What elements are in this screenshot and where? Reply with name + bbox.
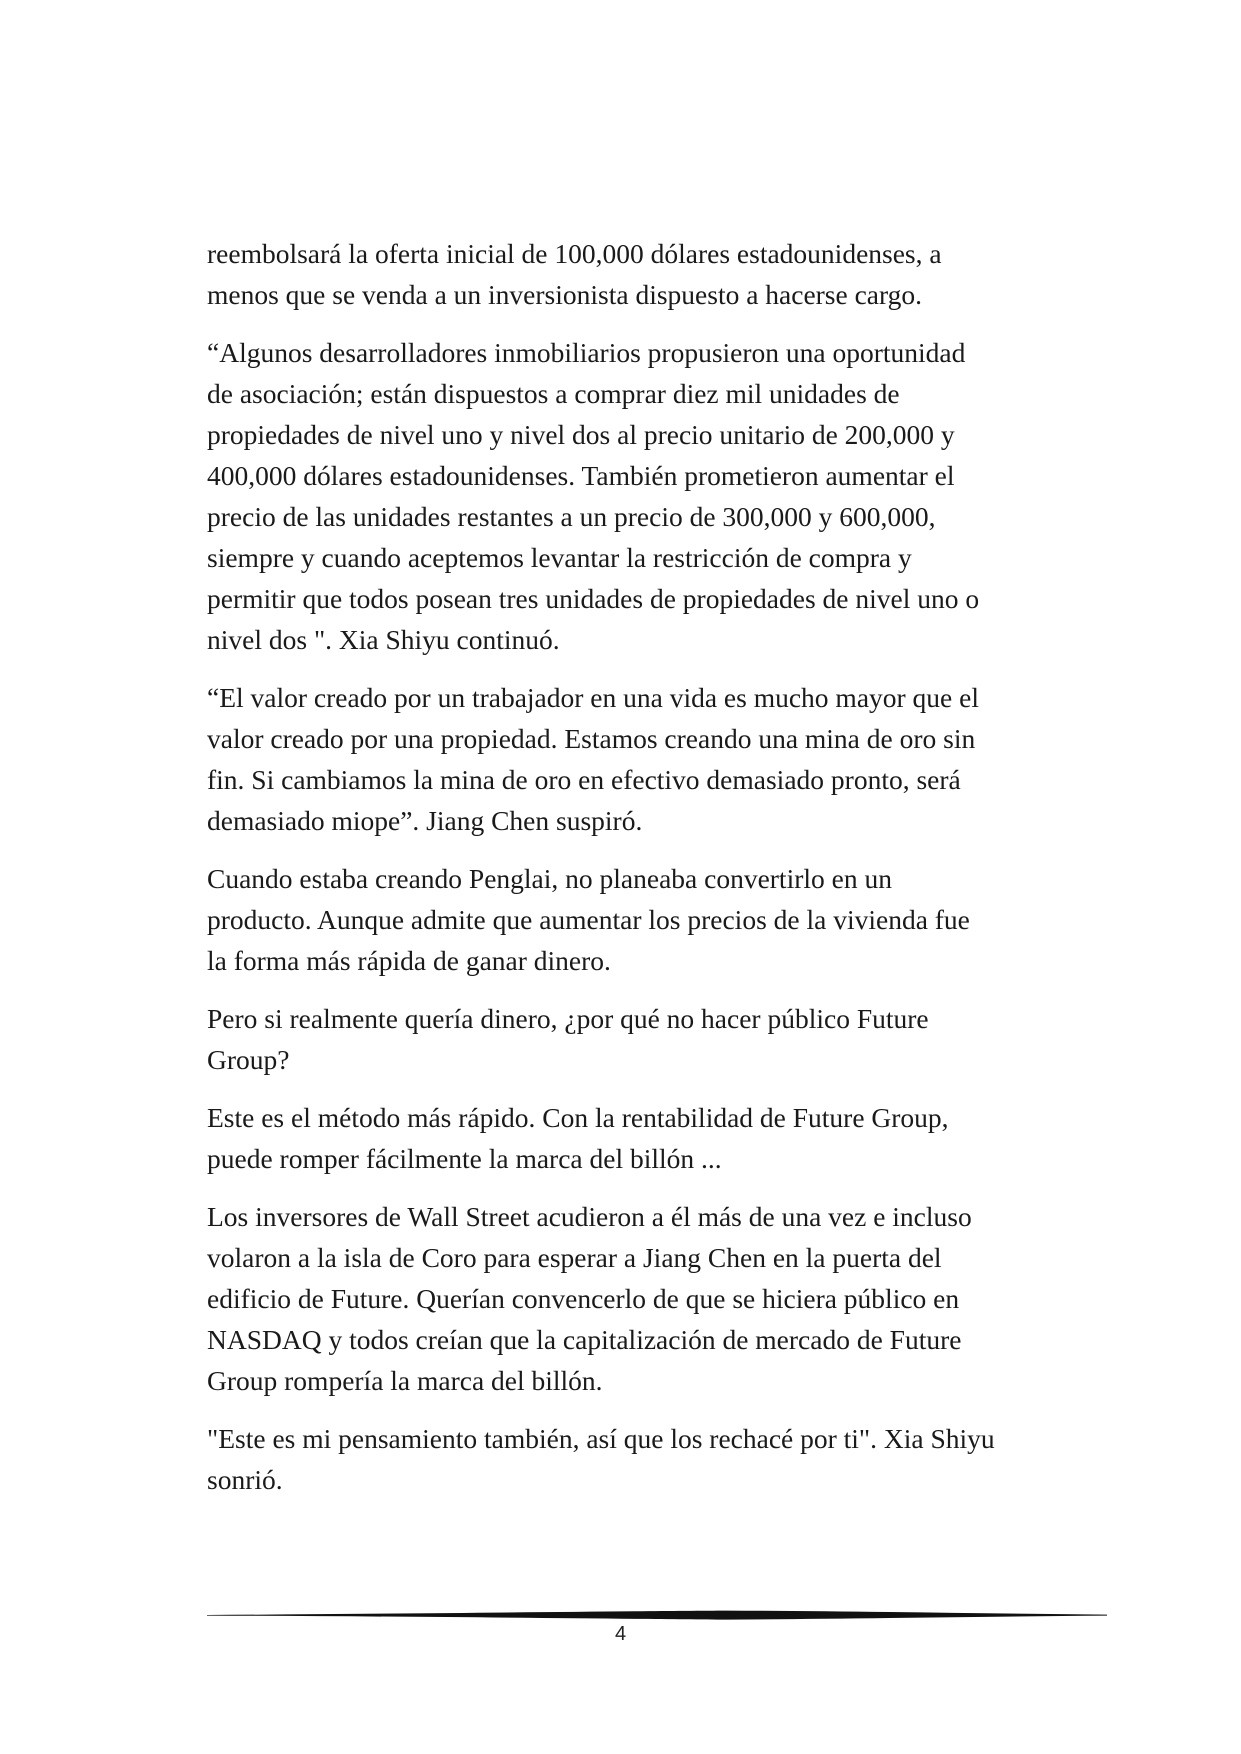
paragraph-3: “El valor creado por un trabajador en una vida es mucho mayor que el valor creado por una propiedad. Estamos creando una mina de oro sin fin. Si cambiamos la mina de oro en efectivo demasiado pronto, será demasiado miope”. Jiang Chen suspiró. xyxy=(207,682,979,836)
paragraph-5: Pero si realmente quería dinero, ¿por qué no hacer público Future Group? xyxy=(207,1003,929,1075)
footer-divider xyxy=(207,1608,1107,1622)
paragraph-4: Cuando estaba creando Penglai, no planeaba convertirlo en un producto. Aunque admite que aumentar los precios de la vivienda fue la forma más rápida de ganar dinero. xyxy=(207,863,970,976)
paragraph-8: "Este es mi pensamiento también, así que los rechacé por ti". Xia Shiyu sonrió. xyxy=(207,1423,995,1495)
paragraph-1: reembolsará la oferta inicial de 100,000 dólares estadounidenses, a menos que se venda a un inversionista dispuesto a hacerse cargo. xyxy=(207,238,942,310)
body-text xyxy=(207,233,1067,1517)
paragraph-6: Este es el método más rápido. Con la rentabilidad de Future Group, puede romper fácilmente la marca del billón ... xyxy=(207,1102,949,1174)
paragraph-7: Los inversores de Wall Street acudieron a él más de una vez e incluso volaron a la isla de Coro para esperar a Jiang Chen en la puerta del edificio de Future. Querían convencerlo de que se hiciera público en NASDAQ y todos creían que la capitalización de mercado de Future Group rompería la marca del billón. xyxy=(207,1201,972,1396)
footer-divider-swash xyxy=(207,1611,1107,1620)
paragraph-2: “Algunos desarrolladores inmobiliarios propusieron una oportunidad de asociación; están dispuestos a comprar diez mil unidades de propiedades de nivel uno y nivel dos al precio unitario de 200,000 y 400,000 dólares estadounidenses. También prometieron aumentar el precio de las unidades restantes a un precio de 300,000 y 600,000, siempre y cuando aceptemos levantar la restricción de compra y permitir que todos posean tres unidades de propiedades de nivel uno o nivel dos ". Xia Shiyu continuó. xyxy=(207,337,980,655)
page-number: 4 xyxy=(614,1623,627,1645)
